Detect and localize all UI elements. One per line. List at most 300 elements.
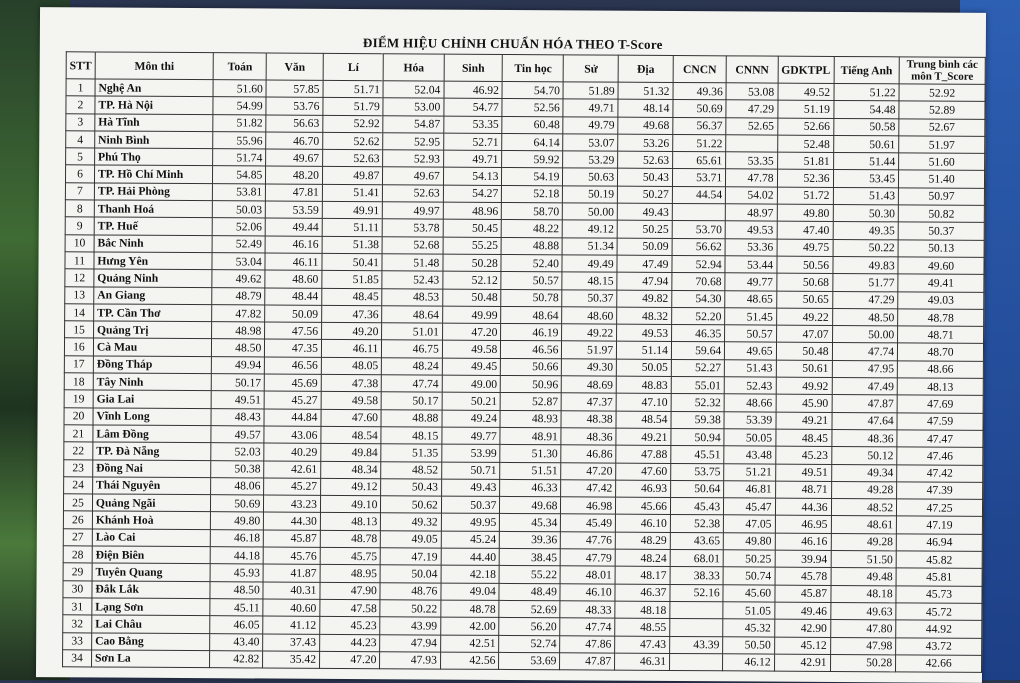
row-number: 19 <box>64 390 93 407</box>
subject-score: 53.35 <box>444 116 503 134</box>
column-header: Hóa <box>384 54 445 81</box>
subject-score: 45.87 <box>775 585 831 603</box>
subject-score: 48.97 <box>725 204 776 222</box>
row-number: 32 <box>63 615 92 632</box>
average-score: 47.69 <box>897 395 983 413</box>
subject-score: 45.66 <box>616 497 671 515</box>
subject-score: 48.13 <box>320 513 381 531</box>
average-score: 52.89 <box>899 101 985 119</box>
subject-score: 50.69 <box>211 495 264 513</box>
average-score: 48.70 <box>898 343 984 361</box>
average-score: 47.46 <box>897 447 983 465</box>
subject-score: 52.56 <box>502 99 563 117</box>
subject-score: 53.29 <box>563 151 618 169</box>
subject-score: 47.43 <box>615 636 670 654</box>
row-number: 16 <box>64 338 93 355</box>
subject-score: 53.59 <box>266 201 323 219</box>
subject-score: 51.34 <box>562 237 617 255</box>
subject-score: 47.20 <box>319 651 380 669</box>
subject-score: 48.17 <box>615 566 670 584</box>
subject-score: 48.69 <box>562 376 617 394</box>
subject-score: 48.83 <box>616 376 671 394</box>
subject-score: 49.46 <box>774 602 830 620</box>
subject-score: 48.88 <box>501 237 562 255</box>
subject-score: 39.36 <box>500 531 561 549</box>
subject-score: 43.65 <box>670 532 723 550</box>
row-number: 31 <box>63 598 92 615</box>
subject-score: 45.11 <box>210 599 263 617</box>
subject-score: 51.48 <box>382 254 443 272</box>
subject-score: 49.35 <box>833 222 899 240</box>
subject-score: 51.14 <box>617 342 672 360</box>
subject-score: 42.90 <box>774 619 830 637</box>
subject-score: 46.98 <box>561 497 616 515</box>
column-header: Môn thi <box>95 52 214 80</box>
subject-score: 52.94 <box>672 255 725 273</box>
subject-score: 52.04 <box>383 81 444 99</box>
province-name: Khánh Hoà <box>92 511 211 529</box>
subject-score: 48.50 <box>212 339 265 357</box>
subject-score: 47.80 <box>830 620 896 638</box>
subject-score: 47.87 <box>560 653 615 671</box>
province-name: Gia Lai <box>93 390 212 408</box>
subject-score: 48.78 <box>320 530 381 548</box>
average-score: 46.94 <box>896 534 982 552</box>
subject-score: 51.43 <box>833 187 899 205</box>
subject-score: 47.94 <box>380 634 441 652</box>
subject-score: 45.47 <box>724 498 775 516</box>
subject-score: 47.88 <box>616 445 671 463</box>
subject-score: 56.20 <box>499 618 560 636</box>
subject-score: 49.95 <box>441 513 500 531</box>
subject-score <box>672 204 725 222</box>
subject-score: 42.56 <box>440 652 499 670</box>
subject-score: 46.86 <box>561 445 616 463</box>
average-score: 50.97 <box>899 188 985 206</box>
subject-score: 52.20 <box>672 307 725 325</box>
subject-score: 53.39 <box>724 411 775 429</box>
subject-score: 47.76 <box>561 532 616 550</box>
subject-score: 54.30 <box>672 290 725 308</box>
row-number: 8 <box>65 200 94 217</box>
subject-score: 53.75 <box>671 463 724 481</box>
row-number: 17 <box>64 356 93 373</box>
subject-score: 48.44 <box>265 288 322 306</box>
subject-score: 47.05 <box>724 515 775 533</box>
subject-score: 45.75 <box>320 547 381 565</box>
subject-score: 52.43 <box>724 377 775 395</box>
column-header: Sử <box>564 55 619 82</box>
subject-score: 46.93 <box>616 480 671 498</box>
subject-score: 45.23 <box>775 446 831 464</box>
subject-score: 49.68 <box>500 497 561 515</box>
province-name: Cao Bằng <box>92 632 211 650</box>
subject-score: 49.12 <box>321 478 382 496</box>
subject-score: 50.56 <box>777 256 833 274</box>
subject-score: 55.96 <box>213 132 266 150</box>
subject-score: 57.85 <box>266 80 323 98</box>
subject-score: 48.38 <box>561 410 616 428</box>
subject-score: 49.22 <box>776 308 832 326</box>
row-number: 27 <box>63 528 92 545</box>
row-number: 23 <box>64 459 93 476</box>
subject-score: 52.03 <box>211 443 264 461</box>
province-name: Lạng Sơn <box>92 598 211 616</box>
subject-score: 45.12 <box>774 637 830 655</box>
subject-score: 47.64 <box>832 412 898 430</box>
subject-score: 51.32 <box>618 82 673 100</box>
subject-score: 50.78 <box>501 289 562 307</box>
subject-score: 44.40 <box>441 548 500 566</box>
subject-score: 47.60 <box>616 463 671 481</box>
subject-score: 50.94 <box>671 428 724 446</box>
subject-score: 50.05 <box>616 359 671 377</box>
subject-score: 50.25 <box>617 221 672 239</box>
subject-score: 55.01 <box>671 377 724 395</box>
row-number: 21 <box>64 425 93 442</box>
average-score: 44.92 <box>896 620 982 638</box>
subject-score: 56.62 <box>672 238 725 256</box>
subject-score: 50.05 <box>724 429 775 447</box>
subject-score: 52.06 <box>213 218 266 236</box>
subject-score: 47.74 <box>832 343 898 361</box>
subject-score: 49.53 <box>725 221 776 239</box>
subject-score: 52.63 <box>383 184 444 202</box>
subject-score: 50.27 <box>618 186 673 204</box>
subject-score: 50.48 <box>443 289 502 307</box>
subject-score: 39.94 <box>775 550 831 568</box>
row-number: 22 <box>64 442 93 459</box>
subject-score: 50.09 <box>617 238 672 256</box>
subject-score: 51.05 <box>723 602 774 620</box>
subject-score: 48.95 <box>320 565 381 583</box>
subject-score: 45.76 <box>263 547 320 565</box>
row-number: 10 <box>65 234 94 251</box>
subject-score: 48.76 <box>380 582 441 600</box>
subject-score: 56.37 <box>673 117 726 135</box>
subject-score: 50.61 <box>833 135 899 153</box>
score-table <box>62 51 986 673</box>
subject-score: 50.71 <box>442 462 501 480</box>
subject-score: 52.63 <box>323 150 384 168</box>
subject-score: 50.48 <box>776 343 832 361</box>
subject-score: 43.99 <box>380 617 441 635</box>
subject-score: 38.33 <box>670 567 723 585</box>
subject-score: 43.06 <box>264 426 321 444</box>
subject-score: 45.27 <box>264 478 321 496</box>
subject-score: 47.82 <box>212 305 265 323</box>
subject-score: 49.94 <box>212 356 265 374</box>
subject-score: 49.84 <box>321 444 382 462</box>
subject-score: 47.40 <box>777 221 833 239</box>
subject-score: 51.51 <box>500 462 561 480</box>
subject-score: 40.31 <box>263 582 320 600</box>
province-name: Hưng Yên <box>94 252 213 270</box>
subject-score: 48.06 <box>211 477 264 495</box>
subject-score: 46.33 <box>500 479 561 497</box>
subject-score: 48.32 <box>617 307 672 325</box>
subject-score: 53.45 <box>833 170 899 188</box>
subject-score: 48.55 <box>615 618 670 636</box>
subject-score: 48.88 <box>381 409 442 427</box>
subject-score: 48.15 <box>562 272 617 290</box>
subject-score: 51.50 <box>831 550 897 568</box>
subject-score: 54.13 <box>443 168 502 186</box>
province-name: TP. Huế <box>94 217 213 235</box>
province-name: TP. Hồ Chí Minh <box>94 165 213 183</box>
subject-score: 49.28 <box>831 481 897 499</box>
province-name: Lào Cai <box>92 529 211 547</box>
subject-score: 55.22 <box>499 566 560 584</box>
province-name: An Giang <box>94 287 213 305</box>
province-name: Tuyên Quang <box>92 563 211 581</box>
average-score: 52.92 <box>899 84 985 102</box>
subject-score: 52.63 <box>618 151 673 169</box>
subject-score: 48.24 <box>615 549 670 567</box>
subject-score: 50.21 <box>442 392 501 410</box>
subject-score: 46.70 <box>266 132 323 150</box>
row-number: 30 <box>63 580 92 597</box>
subject-score: 49.21 <box>616 428 671 446</box>
subject-score: 52.36 <box>777 170 833 188</box>
subject-score: 49.62 <box>212 270 265 288</box>
average-score: 51.40 <box>899 170 985 188</box>
subject-score: 49.80 <box>723 533 774 551</box>
province-name: TP. Đà Nẵng <box>93 442 212 460</box>
average-score: 49.60 <box>898 257 984 275</box>
subject-score: 48.05 <box>321 357 382 375</box>
subject-score: 58.70 <box>502 203 563 221</box>
subject-score: 47.95 <box>832 360 898 378</box>
row-number: 3 <box>66 113 95 130</box>
subject-score: 51.21 <box>724 463 775 481</box>
subject-score: 51.89 <box>563 82 618 100</box>
average-score: 51.60 <box>899 153 985 171</box>
subject-score: 44.84 <box>264 409 321 427</box>
subject-score: 46.16 <box>265 236 322 254</box>
subject-score: 53.07 <box>563 134 618 152</box>
province-name: Hà Tĩnh <box>95 114 214 132</box>
average-score: 47.42 <box>897 464 983 482</box>
subject-score: 49.48 <box>831 568 897 586</box>
province-name: Cà Mau <box>93 338 212 356</box>
subject-score: 50.96 <box>501 375 562 393</box>
average-score: 50.37 <box>898 222 984 240</box>
subject-score: 54.85 <box>213 166 266 184</box>
subject-score: 49.32 <box>381 513 442 531</box>
subject-score: 50.41 <box>322 253 383 271</box>
subject-score: 46.75 <box>382 340 443 358</box>
subject-score: 47.29 <box>726 100 777 118</box>
row-number: 13 <box>65 286 94 303</box>
subject-score: 46.81 <box>724 481 775 499</box>
average-score: 43.72 <box>896 637 982 655</box>
subject-score: 52.69 <box>499 600 560 618</box>
subject-score: 52.92 <box>323 115 384 133</box>
subject-score: 53.26 <box>618 134 673 152</box>
average-score: 45.82 <box>896 551 982 569</box>
subject-score: 52.48 <box>777 135 833 153</box>
column-header: Tin học <box>502 54 563 81</box>
subject-score: 51.35 <box>381 444 442 462</box>
average-score: 47.19 <box>897 516 983 534</box>
subject-score <box>726 135 777 153</box>
subject-score: 50.19 <box>563 186 618 204</box>
subject-score: 47.98 <box>830 637 896 655</box>
province-name: Đồng Tháp <box>93 356 212 374</box>
subject-score: 48.98 <box>212 322 265 340</box>
average-score: 48.78 <box>898 309 984 327</box>
subject-score: 49.28 <box>831 533 897 551</box>
subject-score: 45.27 <box>264 391 321 409</box>
subject-score: 54.99 <box>213 97 266 115</box>
subject-score: 48.50 <box>210 581 263 599</box>
subject-score: 46.35 <box>671 325 724 343</box>
subject-score: 52.12 <box>443 271 502 289</box>
subject-score: 48.36 <box>831 429 897 447</box>
subject-score: 44.54 <box>672 186 725 204</box>
subject-score: 48.45 <box>322 288 383 306</box>
subject-score: 52.93 <box>383 150 444 168</box>
subject-score: 38.45 <box>500 548 561 566</box>
average-score: 47.25 <box>897 499 983 517</box>
subject-score: 41.12 <box>263 616 320 634</box>
subject-score: 45.93 <box>210 564 263 582</box>
subject-score: 49.58 <box>321 392 382 410</box>
score-sheet <box>36 7 986 683</box>
subject-score: 50.62 <box>381 496 442 514</box>
subject-score: 47.37 <box>562 393 617 411</box>
subject-score: 48.64 <box>382 306 443 324</box>
subject-score: 49.58 <box>442 341 501 359</box>
subject-score: 50.64 <box>671 480 724 498</box>
subject-score: 45.43 <box>670 498 723 516</box>
subject-score: 47.74 <box>560 618 615 636</box>
subject-score: 48.52 <box>831 499 897 517</box>
subject-score: 70.68 <box>672 273 725 291</box>
subject-score: 49.97 <box>383 202 444 220</box>
subject-score: 49.65 <box>725 342 776 360</box>
subject-score: 48.18 <box>830 585 896 603</box>
subject-score: 60.48 <box>502 116 563 134</box>
subject-score: 52.74 <box>499 635 560 653</box>
subject-score: 48.60 <box>562 307 617 325</box>
province-name: TP. Hải Phòng <box>94 183 213 201</box>
subject-score: 49.83 <box>833 256 899 274</box>
subject-score: 53.00 <box>383 98 444 116</box>
subject-score: 40.29 <box>264 443 321 461</box>
subject-score: 50.69 <box>673 100 726 118</box>
column-header: Tiếng Anh <box>834 56 900 83</box>
subject-score: 48.54 <box>616 411 671 429</box>
subject-score: 50.50 <box>723 636 774 654</box>
subject-score: 52.66 <box>777 118 833 136</box>
subject-score: 44.30 <box>264 512 321 530</box>
subject-score: 47.36 <box>322 305 383 323</box>
subject-score: 51.97 <box>562 341 617 359</box>
subject-score: 47.93 <box>380 652 441 670</box>
subject-score: 47.19 <box>381 548 442 566</box>
subject-score: 46.19 <box>501 324 562 342</box>
subject-score: 48.53 <box>382 288 443 306</box>
average-score: 48.13 <box>897 378 983 396</box>
subject-score: 50.00 <box>832 326 898 344</box>
column-header: GDKTPL <box>778 56 834 83</box>
subject-score: 52.71 <box>444 133 503 151</box>
subject-score: 48.66 <box>724 394 775 412</box>
column-header: STT <box>66 52 95 79</box>
subject-score: 65.61 <box>673 152 726 170</box>
subject-score: 49.99 <box>442 306 501 324</box>
province-name: Quảng Trị <box>93 321 212 339</box>
subject-score: 52.32 <box>671 394 724 412</box>
subject-score <box>670 601 723 619</box>
subject-score: 48.15 <box>381 427 442 445</box>
average-score: 51.97 <box>899 136 985 154</box>
subject-score: 54.77 <box>444 98 503 116</box>
column-header: Trung bình các môn T_Score <box>899 57 985 85</box>
subject-score: 43.40 <box>210 633 263 651</box>
column-header: Lí <box>323 53 384 80</box>
subject-score: 53.71 <box>672 169 725 187</box>
subject-score: 45.51 <box>671 446 724 464</box>
subject-score: 49.44 <box>265 218 322 236</box>
subject-score: 47.60 <box>321 409 382 427</box>
subject-score: 54.48 <box>833 101 899 119</box>
subject-score: 47.87 <box>832 395 898 413</box>
row-number: 6 <box>65 165 94 182</box>
subject-score: 43.39 <box>670 636 723 654</box>
subject-score <box>669 653 722 671</box>
average-score: 45.81 <box>896 568 982 586</box>
subject-score: 64.14 <box>502 133 563 151</box>
subject-score: 54.19 <box>502 168 563 186</box>
subject-score: 49.79 <box>563 116 618 134</box>
subject-score: 49.75 <box>777 239 833 257</box>
province-name: Lâm Đồng <box>93 425 212 443</box>
subject-score: 48.43 <box>211 408 264 426</box>
subject-score: 49.71 <box>563 99 618 117</box>
subject-score: 49.67 <box>383 167 444 185</box>
subject-score: 54.87 <box>383 115 444 133</box>
subject-score <box>670 619 723 637</box>
subject-score: 51.81 <box>777 152 833 170</box>
row-number: 29 <box>63 563 92 580</box>
subject-score: 50.65 <box>776 291 832 309</box>
subject-score: 49.36 <box>673 82 726 100</box>
subject-score: 35.42 <box>263 651 320 669</box>
subject-score: 47.81 <box>266 184 323 202</box>
province-name: Đắk Lắk <box>92 581 211 599</box>
subject-score: 52.87 <box>500 393 561 411</box>
subject-score: 53.69 <box>499 652 560 670</box>
subject-score: 53.44 <box>725 256 776 274</box>
subject-score: 44.23 <box>320 634 381 652</box>
subject-score: 51.71 <box>323 80 384 98</box>
subject-score: 47.38 <box>321 374 382 392</box>
subject-score: 46.95 <box>775 516 831 534</box>
subject-score: 51.77 <box>832 274 898 292</box>
province-name: Nghệ An <box>95 79 214 97</box>
subject-score: 50.30 <box>833 205 899 223</box>
subject-score: 50.57 <box>501 272 562 290</box>
subject-score: 47.74 <box>382 375 443 393</box>
subject-score: 46.10 <box>560 583 615 601</box>
subject-score: 48.49 <box>499 583 560 601</box>
subject-score: 50.00 <box>563 203 618 221</box>
subject-score: 53.04 <box>212 253 265 271</box>
subject-score: 47.49 <box>617 255 672 273</box>
